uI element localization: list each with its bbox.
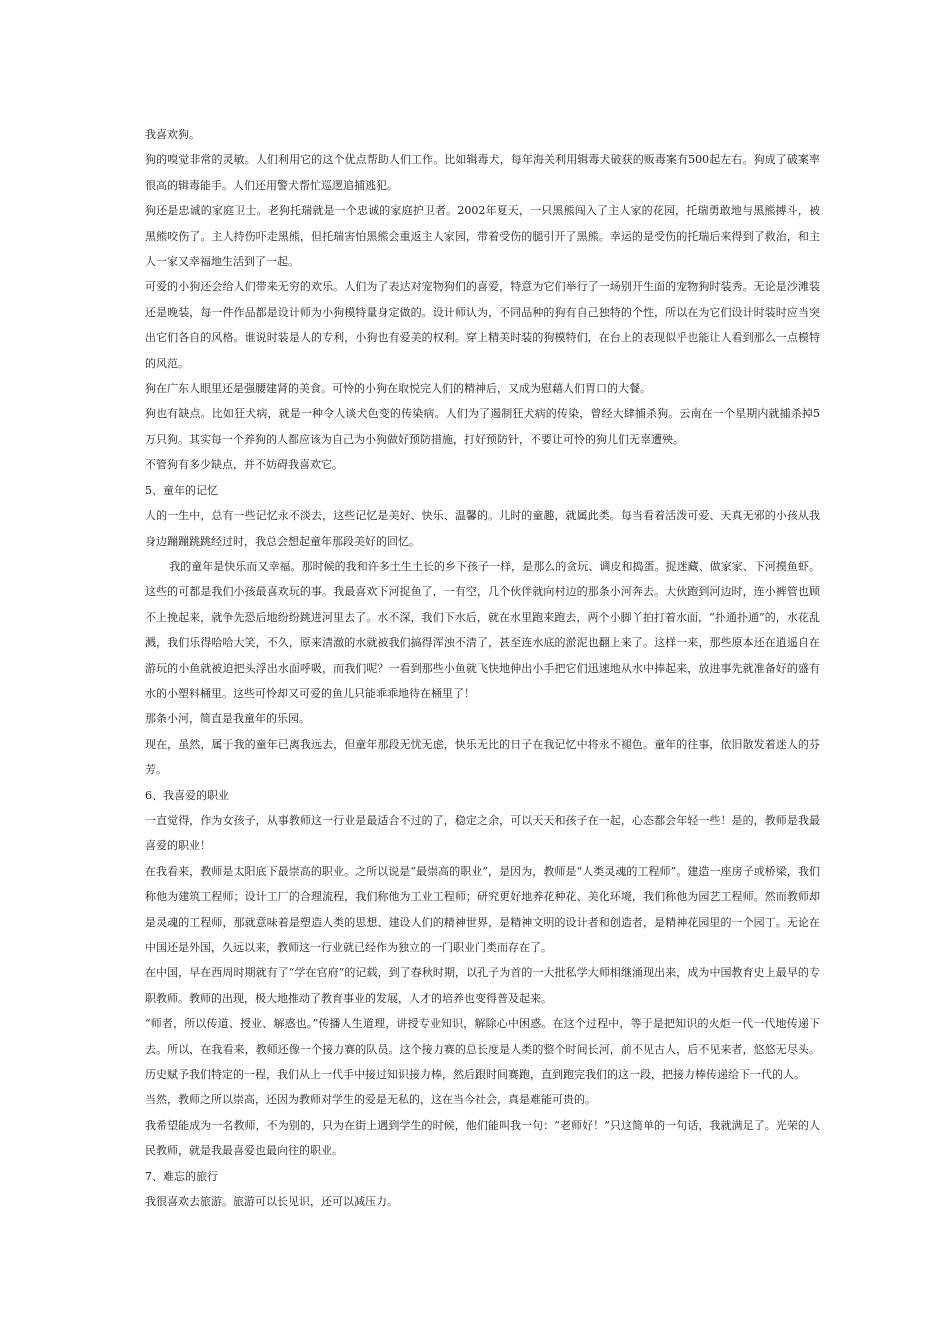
paragraph: 一直觉得，作为女孩子，从事教师这一行业是最适合不过的了，稳定之余，可以天天和孩子在一起，心态都会年轻一些！是的，教师是我最喜爱的职业！ xyxy=(145,813,820,853)
paragraph: 那条小河，简直是我童年的乐园。 xyxy=(145,712,310,726)
paragraph: 现在，虽然，属于我的童年已离我远去，但童年那段无忧无虑，快乐无比的日子在我记忆中将永不褪色。童年的往事，依旧散发着迷人的芬芳。 xyxy=(145,737,820,777)
paragraph: 狗在广东人眼里还是强腰建肾的美食。可怜的小狗在取悦完人们的精神后，又成为慰藉人们胃口的大餐。 xyxy=(145,382,651,396)
paragraph: 狗也有缺点。比如狂犬病，就是一种令人谈犬色变的传染病。人们为了遏制狂犬病的传染，曾经大肆捕杀狗。云南在一个星期内就捕杀掉5万只狗。其实每一个养狗的人都应该为自己为小狗做好预防措施，打好预防针，不要让可怜的狗儿们无辜遭殃。 xyxy=(145,407,820,446)
section-heading: 5、童年的记忆 xyxy=(145,483,218,497)
paragraph: 狗还是忠诚的家庭卫士。老狗托瑞就是一个忠诚的家庭护卫者。2002年夏天，一只黑熊闯入了主人家的花园，托瑞勇敢地与黑熊搏斗，被黑熊咬伤了。主人持伤吓走黑熊，但托瑞害怕黑熊会重返主人家园，带着受伤的腿引开了黑熊。幸运的是受伤的托瑞后来得到了救治，和主人一家又幸福地生活到了一起。 xyxy=(145,204,820,269)
section-heading: 7、难忘的旅行 xyxy=(145,1169,218,1183)
paragraph: 我的童年是快乐而又幸福。那时候的我和许多土生土长的乡下孩子一样，是那么的贪玩、调皮和捣蛋。捉迷藏、做家家、下河摸鱼虾。这些的可都是我们小孩最喜欢玩的事。我最喜欢下河捉鱼了，一有空，几个伙伴就向村边的那条小河奔去。大伙跑到河边时，连小裤管也顾不上挽起来，就争先恐后地纷纷跳进河里去了。水不深，我们下水后，就在水里跑来跑去，两个小脚丫拍打着水面，“扑通扑通”的，水花乱溅，我们乐得哈哈大笑，不久，原来清澈的水就被我们搞得浑浊不清了，甚至连水底的淤泥也翻上来了。这样一来，那些原本还在逍遥自在游玩的小鱼就被迫把头浮出水面呼吸，而我们呢？一看到那些小鱼就飞快地伸出小手把它们迅速地从水中捧起来，放进事先就准备好的盛有水的小塑料桶里。这些可怜却又可爱的鱼儿只能乖乖地待在桶里了！ xyxy=(145,559,820,700)
paragraph: 在我看来，教师是太阳底下最崇高的职业。之所以说是“最崇高的职业”，是因为，教师是“人类灵魂的工程师”。建造一座房子或桥梁，我们称他为建筑工程师；设计工厂的合理流程，我们称他为工业工程师；研究更好地养花种花、美化环境，我们称他为园艺工程师。然而教师却是灵魂的工程师，那就意味着是塑造人类的思想、建设人们的精神世界，是精神文明的设计者和创造者，是精神花园里的一个园丁。无论在中国还是外国，久远以来，教师这一行业就已经作为独立的一门职业门类而存在了。 xyxy=(145,864,820,954)
paragraph: 我希望能成为一名教师，不为别的，只为在街上遇到学生的时候，他们能叫我一句：“老师好！”只这简单的一句话，我就满足了。光荣的人民教师，就是我最喜爱也最向往的职业。 xyxy=(145,1118,820,1158)
document-page xyxy=(145,122,820,1214)
paragraph: 在中国，早在西周时期就有了“学在官府”的记载，到了春秋时期，以孔子为首的一大批私学大师相继涌现出来，成为中国教育史上最早的专职教师。教师的出现，极大地推动了教育事业的发展，人才的培养也变得普及起来。 xyxy=(145,966,820,1005)
paragraph: 可爱的小狗还会给人们带来无穷的欢乐。人们为了表达对宠物狗们的喜爱，特意为它们举行了一场别开生面的宠物狗时装秀。无论是沙滩装还是晚装，每一件作品都是设计师为小狗模特量身定做的。设计师认为，不同品种的狗有自己独特的个性，所以在为它们设计时装时应当突出它们各自的风格。谁说时装是人的专利，小狗也有爱美的权利。穿上精美时装的狗模特们，在台上的表现似乎也能让人看到那么一点模特的风范。 xyxy=(145,280,820,370)
paragraph: 当然，教师之所以崇高，还因为教师对学生的爱是无私的，这在当今社会，真是难能可贵的。 xyxy=(145,1093,596,1107)
paragraph: “师者，所以传道、授业、解惑也。”传播人生道理，讲授专业知识，解除心中困惑。在这个过程中，等于是把知识的火炬一代一代地传递下去。所以，在我看来，教师还像一个接力赛的队员。这个接力赛的总长度是人类的整个时间长河，前不见古人，后不见来者，悠悠无尽头。历史赋予我们特定的一程，我们从上一代手中接过知识接力棒，然后跟时间赛跑，直到跑完我们的这一段，把接力棒传递给下一代的人。 xyxy=(145,1017,820,1082)
paragraph: 我喜欢狗。 xyxy=(145,128,200,141)
paragraph: 不管狗有多少缺点，并不妨碍我喜欢它。 xyxy=(145,458,343,472)
paragraph: 狗的嗅觉非常的灵敏。人们利用它的这个优点帮助人们工作。比如辑毒犬，每年海关利用辑毒犬破获的贩毒案有500起左右。狗成了破案率很高的辑毒能手。人们还用警犬帮忙巡逻追捕逃犯。 xyxy=(145,153,820,192)
paragraph: 人的一生中，总有一些记忆永不淡去，这些记忆是美好、快乐、温馨的。儿时的童趣，就属此类。每当看着活泼可爱、天真无邪的小孩从我身边蹦蹦跳跳经过时，我总会想起童年那段美好的回忆。 xyxy=(145,509,820,548)
paragraph: 我很喜欢去旅游。旅游可以长见识，还可以减压力。 xyxy=(145,1195,398,1209)
section-heading: 6、我喜爱的职业 xyxy=(145,788,229,802)
